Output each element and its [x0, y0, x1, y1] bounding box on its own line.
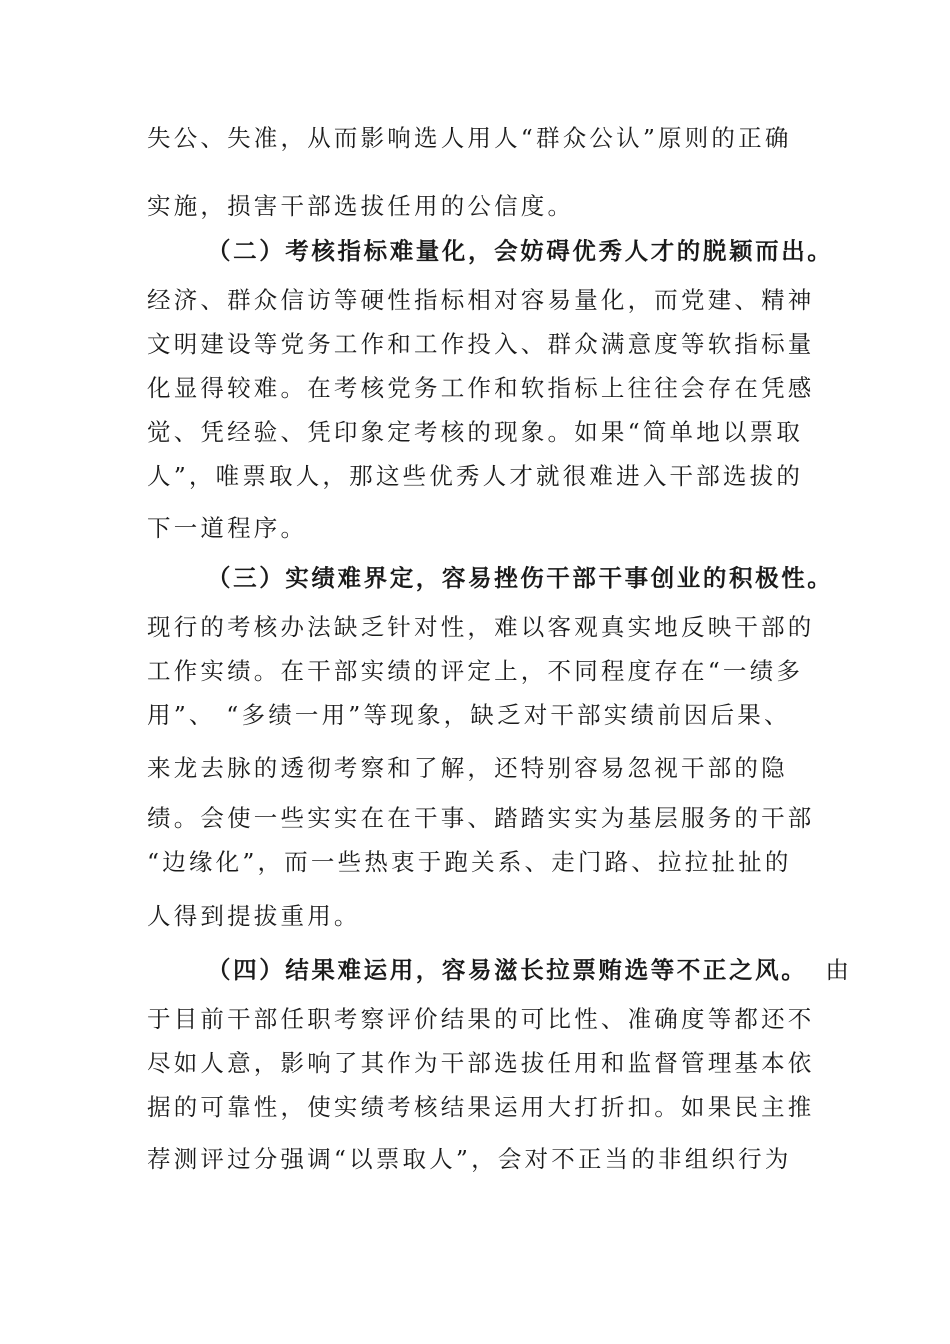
text-line: 经济、群众信访等硬性指标相对容易量化，而党建、精神: [147, 286, 815, 314]
text-line: 用”、 “多绩一用”等现象，缺乏对干部实绩前因后果、: [147, 701, 791, 729]
text-line: 实施，损害干部选拔任用的公信度。: [147, 192, 575, 220]
text-line: 于目前干部任职考察评价结果的可比性、准确度等都还不: [147, 1005, 815, 1033]
section-heading-3: （三）实绩难界定，容易挫伤干部干事创业的积极性。: [207, 564, 834, 592]
text-line: 现行的考核办法缺乏针对性，难以客观真实地反映干部的: [147, 613, 815, 641]
section-heading-2: （二）考核指标难量化，会妨碍优秀人才的脱颖而出。: [207, 237, 834, 265]
text-line: 人”，唯票取人，那这些优秀人才就很难进入干部选拔的: [147, 462, 804, 490]
text-line: 荐测评过分强调“以票取人”，会对不正当的非组织行为: [147, 1145, 792, 1173]
text-line: 人得到提拔重用。: [147, 902, 361, 930]
text-line: 绩。会使一些实实在在干事、踏踏实实为基层服务的干部: [147, 804, 815, 832]
text-line: 工作实绩。在干部实绩的评定上，不同程度存在“一绩多: [147, 657, 804, 685]
text-line: “边缘化”，而一些热衷于跑关系、走门路、拉拉扯扯的: [147, 848, 792, 876]
section-heading-4: [207, 953, 852, 987]
text-line: 失公、失准，从而影响选人用人“群众公认”原则的正确: [147, 124, 792, 152]
text-line: 据的可靠性，使实绩考核结果运用大打折扣。如果民主推: [147, 1093, 815, 1121]
text-line: 尽如人意，影响了其作为干部选拔任用和监督管理基本依: [147, 1049, 815, 1077]
section-heading-4-text: （四）结果难运用，容易滋长拉票贿选等不正之风。: [207, 956, 808, 984]
text-line: 下一道程序。: [147, 514, 308, 542]
text-line-start: 由: [825, 956, 852, 984]
text-line: 来龙去脉的透彻考察和了解，还特别容易忽视干部的隐: [147, 754, 788, 782]
text-line: 文明建设等党务工作和工作投入、群众满意度等软指标量: [147, 330, 815, 358]
text-line: 化显得较难。在考核党务工作和软指标上往往会存在凭感: [147, 374, 815, 402]
text-line: 觉、凭经验、凭印象定考核的现象。如果“简单地以票取: [147, 418, 804, 446]
